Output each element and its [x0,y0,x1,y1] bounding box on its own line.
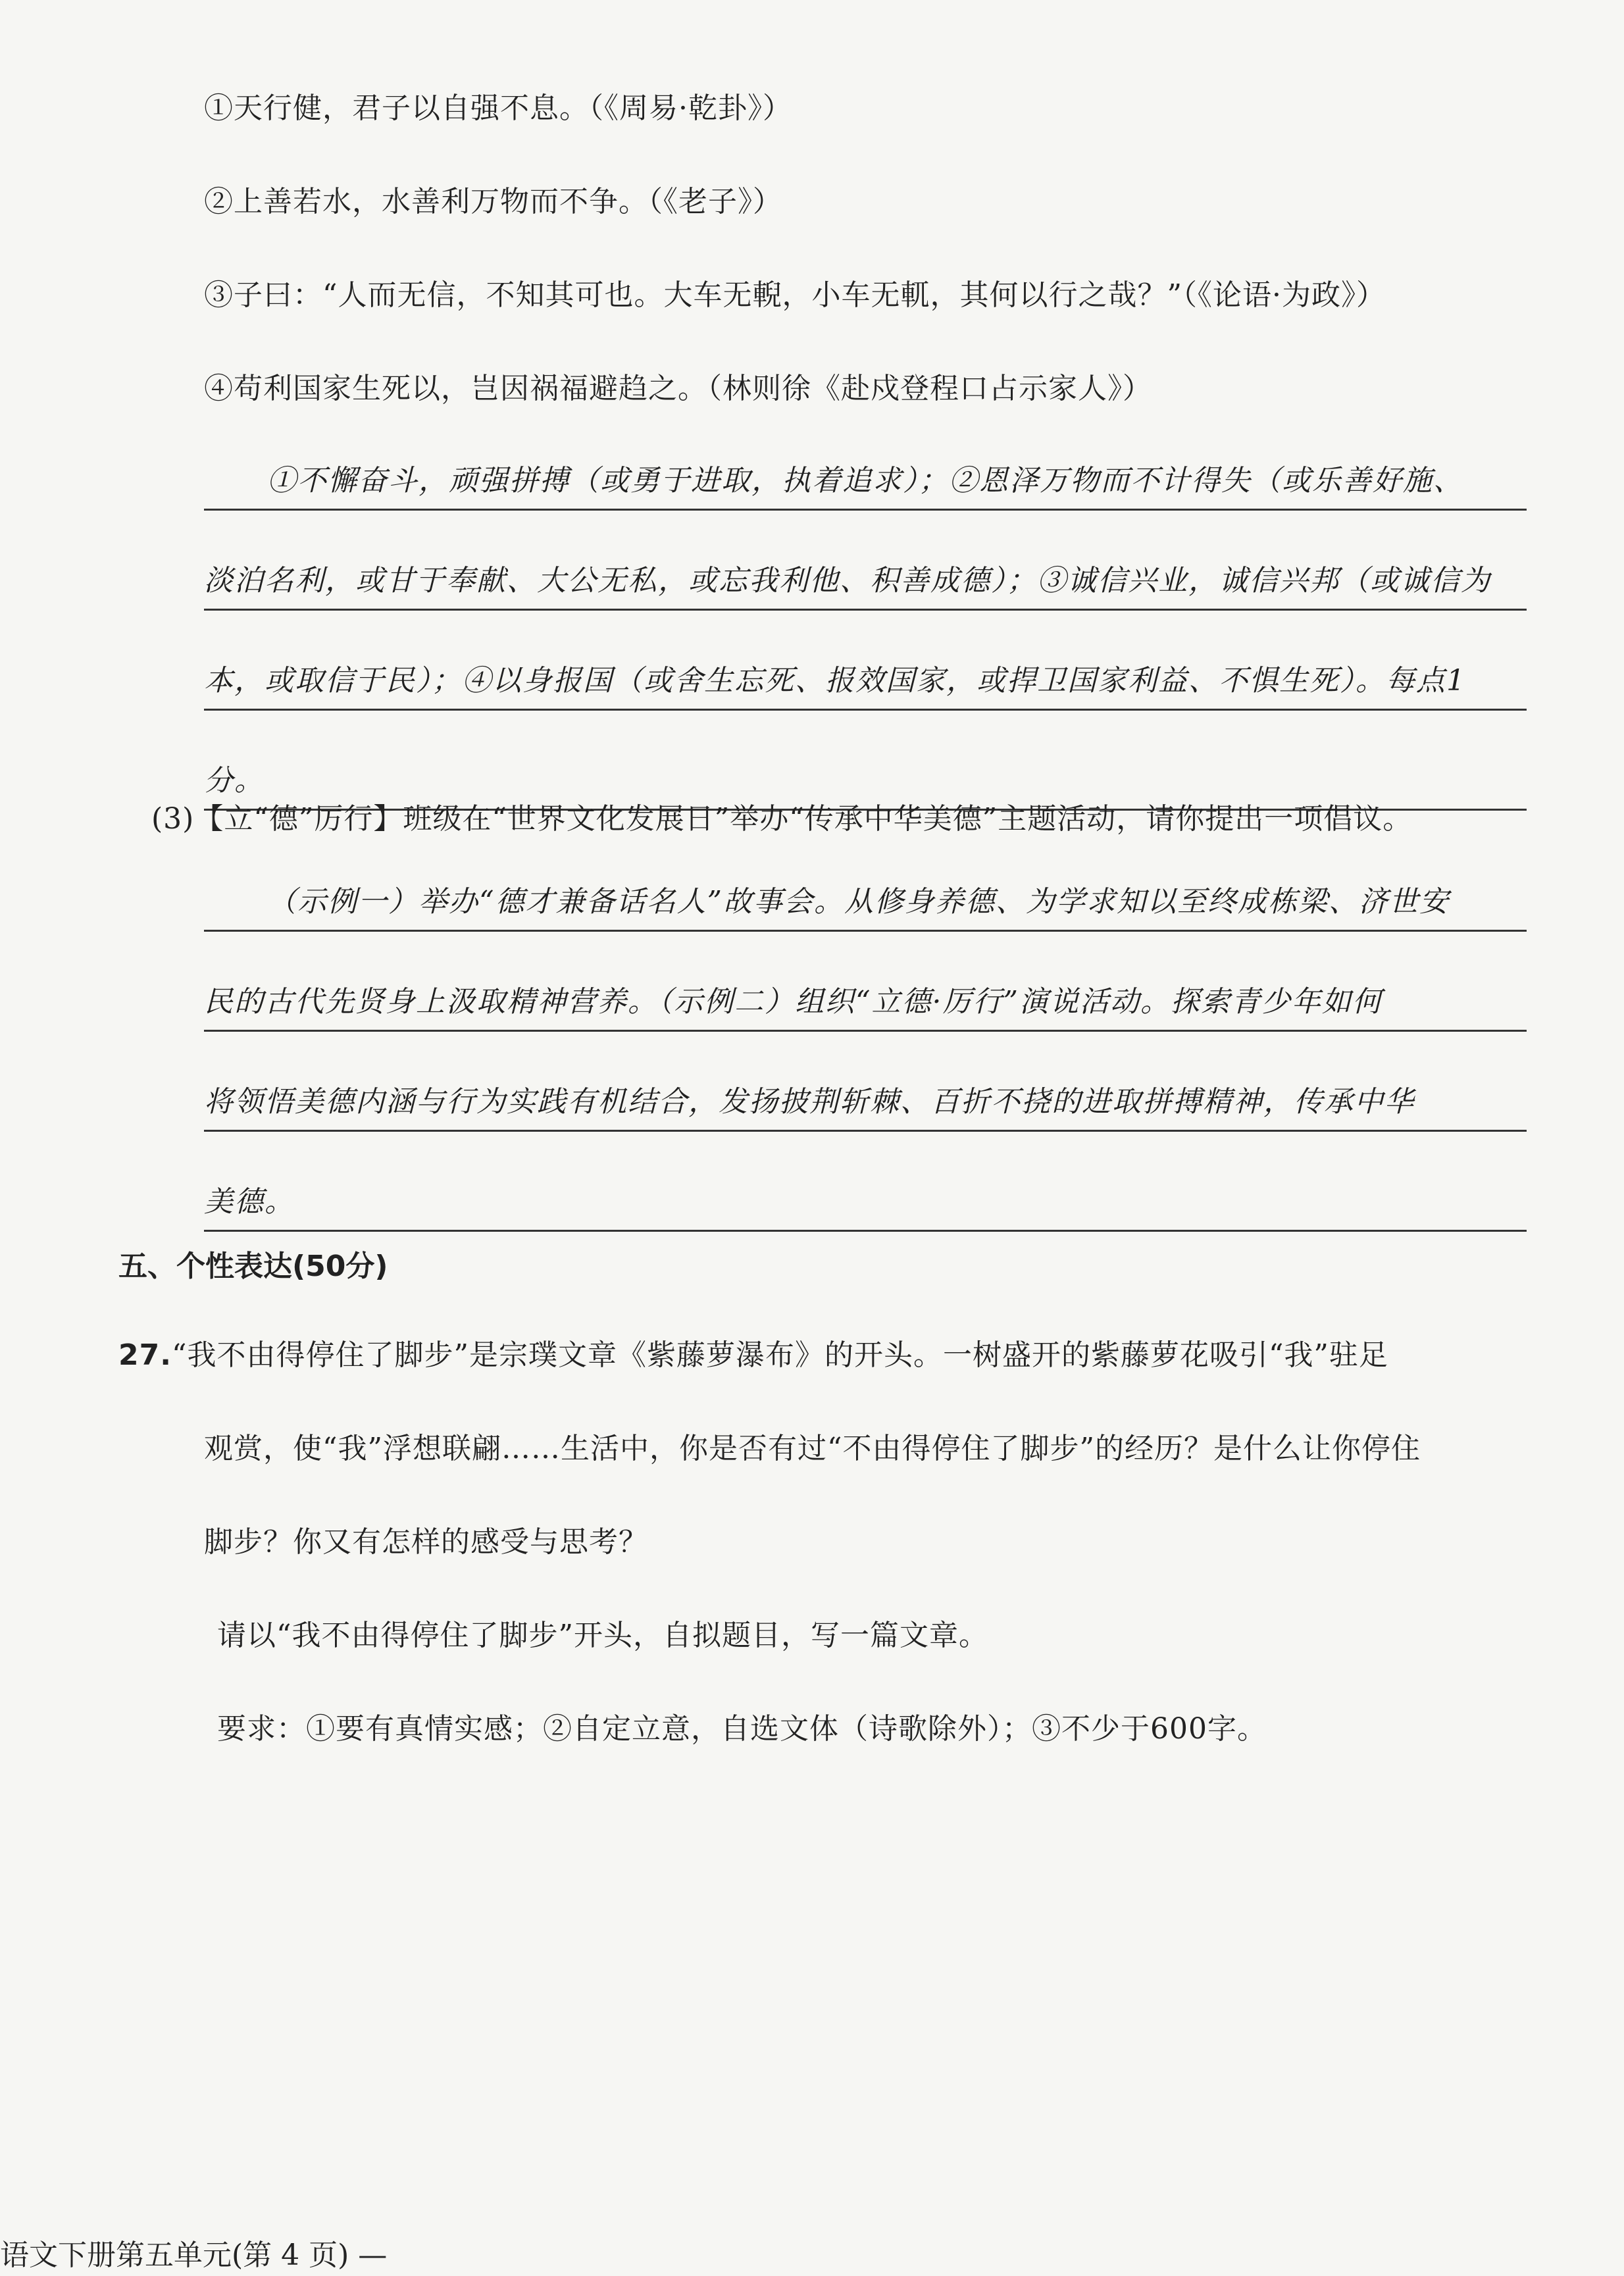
answer-block-3 [204,855,1527,1232]
answer-line: 民的古代先贤身上汲取精神营养。（示例二）组织“立德·厉行”演说活动。探索青少年如何 [204,932,1527,1032]
question-number: 27. [118,1338,172,1372]
answer-line: 本，或取信于民）；④以身报国（或舍生忘死、报效国家，或捍卫国家利益、不惧生死）。每点1 [204,611,1527,711]
answer-line: 美德。 [204,1132,1527,1232]
answer-line: （示例一）举办“德才兼备话名人”故事会。从修身养德、为学求知以至终成栋梁、济世安 [204,855,1527,932]
writing-prompt: 请以“我不由得停住了脚步”开头，自拟题目，写一篇文章。 [217,1619,988,1652]
question-text: “我不由得停住了脚步”是宗璞文章《紫藤萝瀑布》的开头。一树盛开的紫藤萝花吸引“我”驻足 [171,1338,1388,1372]
quote-4: ④苟利国家生死以，岂因祸福避趋之。（林则徐《赴戍登程口占示家人》） [204,372,1152,405]
answer-line: 淡泊名利，或甘于奉献、大公无私，或忘我利他、积善成德）；③诚信兴业，诚信兴邦（或诚信为 [204,511,1527,611]
question-27-line-1 [118,1336,1533,1375]
quote-3: ③子曰：“人而无信，不知其可也。大车无輗，小车无軏，其何以行之哉？”（《论语·为政》） [204,278,1386,312]
page-footer: 语文下册第五单元(第 4 页) — [0,2238,388,2272]
question-27-line-3: 脚步？你又有怎样的感受与思考？ [204,1525,648,1559]
section-title: 五、个性表达(50分) [118,1250,388,1283]
writing-requirements: 要求：①要有真情实感；②自定立意，自选文体（诗歌除外）；③不少于600字。 [217,1712,1267,1746]
answer-line: 分。 [204,711,1527,811]
question-27-line-2: 观赏，使“我”浮想联翩……生活中，你是否有过“不由得停住了脚步”的经历？是什么让你停住 [204,1432,1421,1465]
quote-2: ②上善若水，水善利万物而不争。（《老子》） [204,185,782,218]
answer-line: 将领悟美德内涵与行为实践有机结合，发扬披荆斩棘、百折不挠的进取拼搏精神，传承中华 [204,1032,1527,1132]
question-3: (3)【立“德”厉行】班级在“世界文化发展日”举办“传承中华美德”主题活动，请你提出一项倡议。 [151,802,1413,836]
answer-line: ①不懈奋斗，顽强拼搏（或勇于进取，执着追求）；②恩泽万物而不计得失（或乐善好施、 [204,434,1527,511]
quote-1: ①天行健，君子以自强不息。（《周易·乾卦》） [204,91,792,125]
answer-block-2 [204,434,1527,811]
